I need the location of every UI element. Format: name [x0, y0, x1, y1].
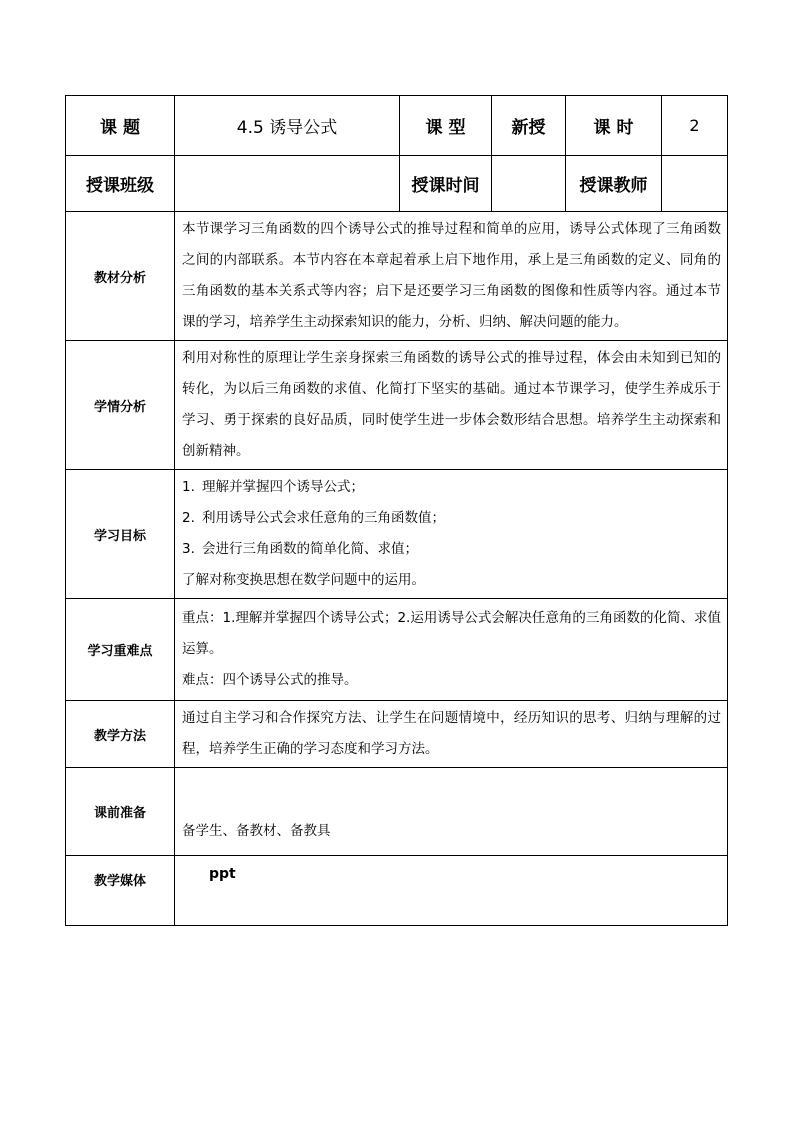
goal-text: 会进行三角函数的简单化简、求值； [202, 541, 418, 557]
preparation-text: 备学生、备教材、备教具 [175, 768, 728, 856]
student-analysis-label: 学情分析 [66, 341, 175, 470]
textbook-analysis-text: 本节课学习三角函数的四个诱导公式的推导过程和简单的应用，诱导公式体现了三角函数之间的内部联系。本节内容在本章起着承上启下地作用，承上是三角函数的定义、同角的三角函数的基本关系式等内容；启下是还要学习三角函数的图像和性质等内容。通过本节课的学习，培养学生主动探索知识的能力，分析、归纳、解决问题的能力。 [175, 212, 728, 341]
key-points-label: 学习重难点 [66, 599, 175, 701]
header-row-topic [66, 96, 728, 156]
row-textbook-analysis [66, 212, 728, 341]
topic-value: 4.5 诱导公式 [175, 96, 400, 156]
goal-item [182, 534, 721, 565]
type-value: 新授 [492, 96, 566, 156]
row-preparation [66, 768, 728, 856]
lesson-plan-table [65, 95, 728, 926]
time-value [492, 156, 566, 212]
teaching-media-text: ppt [175, 856, 728, 926]
teacher-value [662, 156, 728, 212]
teaching-media-label: 教学媒体 [66, 856, 175, 926]
goal-number: 3. [182, 541, 195, 557]
row-student-analysis [66, 341, 728, 470]
learning-goals-list [175, 470, 728, 599]
teaching-methods-text: 通过自主学习和合作探究方法、让学生在问题情境中，经历知识的思考、归纳与理解的过程，培养学生正确的学习态度和学习方法。 [175, 701, 728, 768]
goal-text: 理解并掌握四个诱导公式； [202, 479, 364, 495]
goal-item [182, 503, 721, 534]
teaching-methods-label: 教学方法 [66, 701, 175, 768]
period-value: 2 [662, 96, 728, 156]
learning-goals-label: 学习目标 [66, 470, 175, 599]
goal-extra: 了解对称变换思想在数学问题中的运用。 [182, 572, 425, 588]
textbook-analysis-label: 教材分析 [66, 212, 175, 341]
row-key-points [66, 599, 728, 701]
period-label: 课 时 [566, 96, 662, 156]
student-analysis-text: 利用对称性的原理让学生亲身探索三角函数的诱导公式的推导过程，体会由未知到已知的转化，为以后三角函数的求值、化简打下坚实的基础。通过本节课学习，使学生养成乐于学习、勇于探索的良好品质，同时使学生进一步体会数形结合思想。培养学生主动探索和创新精神。 [175, 341, 728, 470]
key-points-content [175, 599, 728, 701]
header-row-class [66, 156, 728, 212]
type-label: 课 型 [400, 96, 492, 156]
row-teaching-media [66, 856, 728, 926]
row-teaching-methods [66, 701, 728, 768]
teacher-label: 授课教师 [566, 156, 662, 212]
goal-text: 利用诱导公式会求任意角的三角函数值； [202, 510, 445, 526]
goal-item [182, 472, 721, 503]
row-learning-goals [66, 470, 728, 599]
class-label: 授课班级 [66, 156, 175, 212]
preparation-label: 课前准备 [66, 768, 175, 856]
goal-number: 2. [182, 510, 195, 526]
topic-label: 课 题 [66, 96, 175, 156]
key-focus-text: 重点：1.理解并掌握四个诱导公式；2.运用诱导公式会解决任意角的三角函数的化简、求值运算。 [182, 610, 721, 657]
key-difficulty-text: 难点：四个诱导公式的推导。 [182, 672, 358, 688]
goal-number: 1. [182, 479, 195, 495]
time-label: 授课时间 [400, 156, 492, 212]
class-value [175, 156, 400, 212]
